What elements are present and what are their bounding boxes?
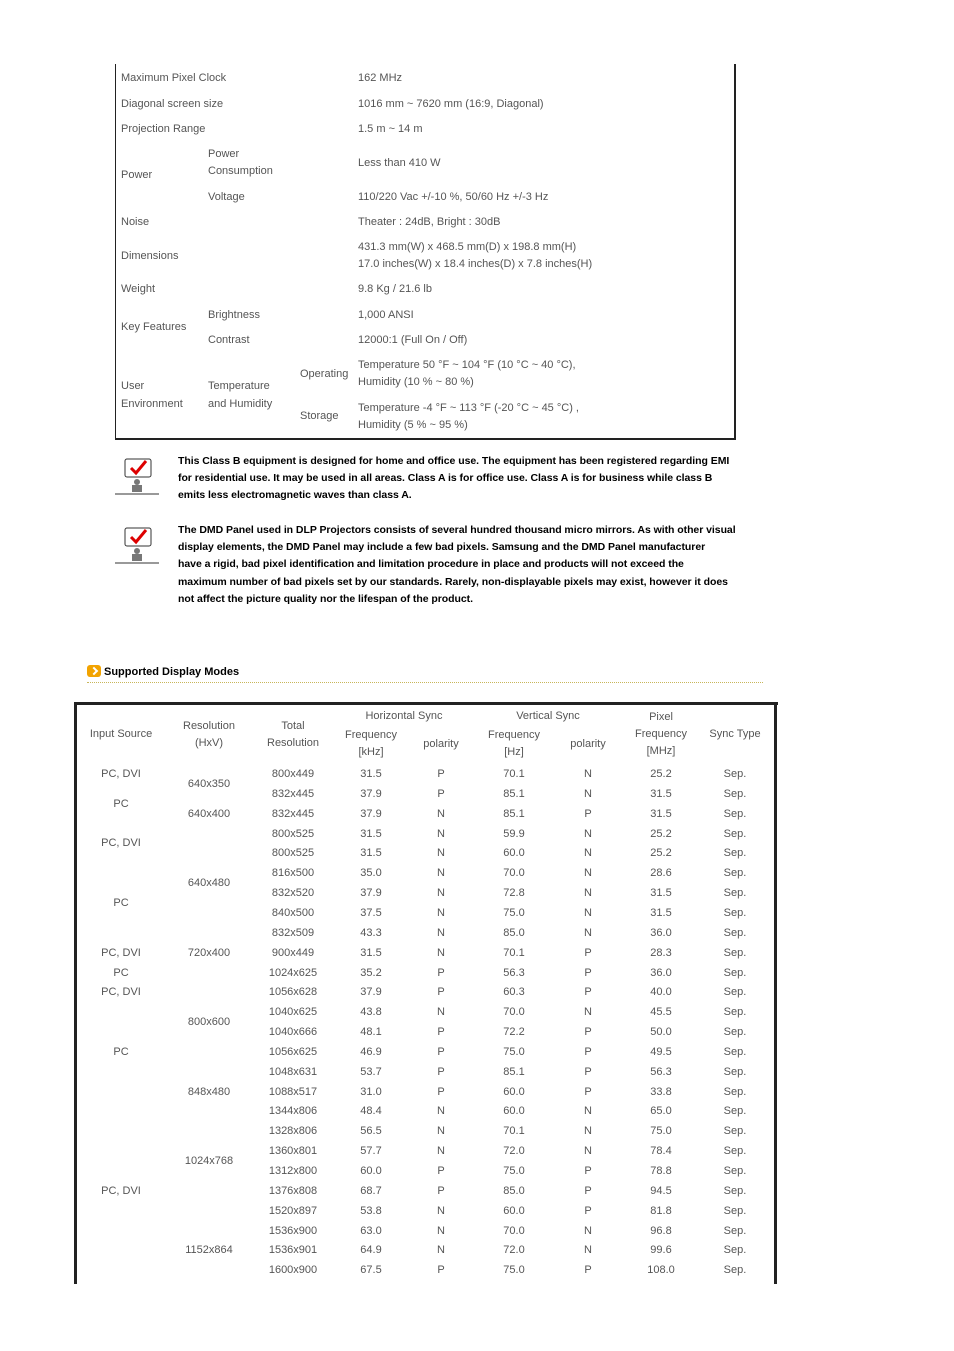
h-frequency-cell: 37.5: [360, 907, 382, 919]
note-emi: [115, 457, 745, 517]
h-polarity-cell: P: [437, 1046, 445, 1058]
h-polarity-cell: N: [437, 1125, 445, 1137]
v-polarity-cell: P: [584, 986, 592, 998]
sync-type-cell: Sep.: [723, 1066, 747, 1078]
header-resolution: Resolution: [183, 720, 235, 732]
total-resolution-cell: 1520x897: [268, 1205, 318, 1217]
v-polarity-cell: P: [584, 1026, 592, 1038]
v-frequency-cell: 85.1: [503, 788, 525, 800]
spec-value: 1.5 m ~ 14 m: [358, 123, 423, 135]
note-line: The DMD Panel used in DLP Projectors consists of several hundred thousand micro mirrors. As with other visual: [178, 524, 736, 536]
v-frequency-cell: 85.1: [503, 1066, 525, 1078]
v-frequency-cell: 72.8: [503, 887, 525, 899]
input-source-cell: PC, DVI: [101, 837, 141, 849]
total-resolution-cell: 840x500: [271, 907, 315, 919]
v-frequency-cell: 60.0: [503, 847, 525, 859]
spec-sublabel: Operating: [300, 368, 349, 380]
table-border-right: [734, 64, 736, 440]
v-polarity-cell: N: [584, 927, 592, 939]
total-resolution-cell: 832x445: [271, 808, 315, 820]
table-border-top: [74, 702, 778, 705]
pixel-frequency-cell: 99.6: [650, 1244, 672, 1256]
sync-type-cell: Sep.: [723, 1145, 747, 1157]
v-polarity-cell: P: [584, 1205, 592, 1217]
total-resolution-cell: 832x520: [271, 887, 315, 899]
pixel-frequency-cell: 49.5: [650, 1046, 672, 1058]
sync-type-cell: Sep.: [723, 1264, 747, 1276]
spec-label: Key Features: [121, 321, 187, 333]
pixel-frequency-cell: 45.5: [650, 1006, 672, 1018]
h-polarity-cell: N: [437, 1205, 445, 1217]
h-polarity-cell: N: [437, 1006, 445, 1018]
input-source-cell: PC, DVI: [101, 947, 141, 959]
spec-value: Humidity (10 % ~ 80 %): [358, 376, 474, 388]
h-polarity-cell: N: [437, 828, 445, 840]
spec-value: 12000:1 (Full On / Off): [358, 334, 468, 346]
h-frequency-cell: 56.5: [360, 1125, 382, 1137]
header-total-resolution: Resolution: [267, 737, 319, 749]
table-border-bottom: [115, 438, 736, 440]
spec-sublabel: Storage: [300, 410, 339, 422]
v-polarity-cell: N: [584, 768, 592, 780]
sync-type-cell: Sep.: [723, 986, 747, 998]
sync-type-cell: Sep.: [723, 847, 747, 859]
resolution-cell: 640x400: [187, 808, 231, 820]
h-frequency-cell: 48.4: [360, 1105, 382, 1117]
pixel-frequency-cell: 25.2: [650, 828, 672, 840]
note-line: display elements, the DMD Panel may include a few bad pixels. Samsung and the DMD Panel manufacturer: [178, 541, 706, 554]
pixel-frequency-cell: 31.5: [650, 887, 672, 899]
resolution-cell: 640x480: [187, 877, 231, 889]
v-frequency-cell: 72.0: [503, 1244, 525, 1256]
v-frequency-cell: 72.2: [503, 1026, 525, 1038]
spec-value: 17.0 inches(W) x 18.4 inches(D) x 7.8 inches(H): [358, 258, 593, 270]
spec-label: Power: [121, 169, 153, 181]
resolution-cell: 1152x864: [185, 1244, 233, 1256]
total-resolution-cell: 1056x625: [268, 1046, 318, 1058]
section-header: [87, 664, 763, 684]
h-frequency-cell: 37.9: [360, 887, 382, 899]
v-polarity-cell: N: [584, 1006, 592, 1018]
h-frequency-cell: 35.0: [360, 867, 382, 879]
total-resolution-cell: 1536x901: [268, 1244, 318, 1256]
input-source-cell: PC, DVI: [101, 986, 141, 998]
note-line: This Class B equipment is designed for home and office use. The equipment has been registered regarding EMI: [178, 455, 730, 467]
spec-sublabel: Voltage: [208, 191, 245, 203]
sync-type-cell: Sep.: [723, 1086, 747, 1098]
input-source-cell: PC, DVI: [101, 1185, 141, 1197]
h-polarity-cell: N: [437, 927, 445, 939]
v-polarity-cell: N: [584, 1225, 592, 1237]
total-resolution-cell: 1048x631: [268, 1066, 318, 1078]
h-polarity-cell: P: [437, 1264, 445, 1276]
spec-sublabel: Consumption: [208, 165, 273, 177]
pixel-frequency-cell: 31.5: [650, 907, 672, 919]
v-polarity-cell: P: [584, 1264, 592, 1276]
v-frequency-cell: 60.0: [503, 1205, 525, 1217]
spec-value: Humidity (5 % ~ 95 %): [358, 419, 468, 431]
header-sync-type: Sync Type: [709, 728, 761, 740]
header-horizontal-sync: Horizontal Sync: [365, 710, 443, 722]
header-pixel: Pixel: [649, 711, 673, 723]
display-modes-table: [74, 702, 778, 1284]
h-polarity-cell: N: [437, 808, 445, 820]
pixel-frequency-cell: 75.0: [650, 1125, 672, 1137]
v-polarity-cell: P: [584, 1185, 592, 1197]
h-frequency-cell: 35.2: [360, 967, 382, 979]
v-polarity-cell: P: [584, 1066, 592, 1078]
h-frequency-cell: 48.1: [360, 1026, 382, 1038]
header-resolution: (HxV): [194, 737, 224, 749]
v-polarity-cell: P: [584, 1086, 592, 1098]
v-polarity-cell: N: [584, 1105, 592, 1117]
spec-value: 1,000 ANSI: [358, 309, 414, 321]
total-resolution-cell: 1600x900: [268, 1264, 318, 1276]
sync-type-cell: Sep.: [723, 1185, 747, 1197]
h-polarity-cell: N: [437, 847, 445, 859]
spec-sublabel: Brightness: [208, 309, 260, 321]
input-source-cell: PC: [113, 1046, 129, 1058]
pixel-frequency-cell: 36.0: [650, 967, 672, 979]
v-polarity-cell: N: [584, 867, 592, 879]
header-pixel-frequency: Frequency: [635, 728, 687, 740]
dotted-divider: [87, 682, 763, 683]
total-resolution-cell: 1360x801: [268, 1145, 318, 1157]
h-frequency-cell: 31.5: [360, 947, 382, 959]
specifications-table: [115, 64, 736, 440]
checkmark-note-icon: [115, 457, 159, 495]
total-resolution-cell: 816x500: [271, 867, 315, 879]
h-frequency-cell: 43.3: [360, 927, 382, 939]
h-polarity-cell: N: [437, 867, 445, 879]
spec-label: Environment: [121, 398, 183, 410]
v-frequency-cell: 70.1: [503, 947, 525, 959]
pixel-frequency-cell: 108.0: [647, 1264, 675, 1276]
header-vertical-sync: Vertical Sync: [516, 710, 580, 722]
spec-value: 431.3 mm(W) x 468.5 mm(D) x 198.8 mm(H): [358, 241, 577, 253]
spec-value: Theater : 24dB, Bright : 30dB: [358, 216, 501, 228]
v-frequency-cell: 60.0: [503, 1086, 525, 1098]
h-frequency-cell: 31.5: [360, 768, 382, 780]
input-source-cell: PC, DVI: [101, 768, 141, 780]
v-frequency-cell: 59.9: [503, 828, 525, 840]
spec-sublabel: Temperature: [208, 380, 270, 392]
header-h-unit: [kHz]: [358, 746, 384, 758]
h-polarity-cell: N: [437, 1105, 445, 1117]
sync-type-cell: Sep.: [723, 967, 747, 979]
pixel-frequency-cell: 28.3: [650, 947, 672, 959]
total-resolution-cell: 800x525: [271, 847, 315, 859]
sync-type-cell: Sep.: [723, 867, 747, 879]
sync-type-cell: Sep.: [723, 887, 747, 899]
sync-type-cell: Sep.: [723, 1225, 747, 1237]
sync-type-cell: Sep.: [723, 947, 747, 959]
v-polarity-cell: N: [584, 887, 592, 899]
h-polarity-cell: N: [437, 887, 445, 899]
v-frequency-cell: 85.1: [503, 808, 525, 820]
total-resolution-cell: 1328x806: [268, 1125, 318, 1137]
sync-type-cell: Sep.: [723, 907, 747, 919]
h-polarity-cell: N: [437, 907, 445, 919]
h-polarity-cell: P: [437, 967, 445, 979]
header-input-source: Input Source: [89, 728, 153, 740]
v-polarity-cell: P: [584, 1165, 592, 1177]
spec-value: Temperature -4 °F ~ 113 °F (-20 °C ~ 45 °C) ,: [358, 402, 579, 414]
sync-type-cell: Sep.: [723, 1244, 747, 1256]
header-h-frequency: Frequency: [345, 729, 397, 741]
spec-label: Noise: [121, 216, 150, 228]
spec-label: Projection Range: [121, 123, 206, 135]
table-border-right: [774, 702, 777, 1284]
header-v-unit: [Hz]: [504, 746, 524, 758]
v-polarity-cell: N: [584, 1125, 592, 1137]
sync-type-cell: Sep.: [723, 1125, 747, 1137]
v-polarity-cell: N: [584, 828, 592, 840]
v-polarity-cell: P: [584, 1046, 592, 1058]
header-total-resolution: Total: [281, 720, 305, 732]
pixel-frequency-cell: 94.5: [650, 1185, 672, 1197]
sync-type-cell: Sep.: [723, 788, 747, 800]
total-resolution-cell: 1056x628: [268, 986, 318, 998]
total-resolution-cell: 832x509: [271, 927, 315, 939]
pixel-frequency-cell: 36.0: [650, 927, 672, 939]
v-frequency-cell: 75.0: [503, 907, 525, 919]
sync-type-cell: Sep.: [723, 1165, 747, 1177]
resolution-cell: 720x400: [187, 947, 231, 959]
sync-type-cell: Sep.: [723, 768, 747, 780]
pixel-frequency-cell: 78.8: [650, 1165, 672, 1177]
h-polarity-cell: N: [437, 947, 445, 959]
h-frequency-cell: 68.7: [360, 1185, 382, 1197]
note-line: maximum number of bad pixels set by our standards. Rarely, non-displayable pixels may exist, however it does: [178, 575, 728, 588]
h-frequency-cell: 53.7: [360, 1066, 382, 1078]
pixel-frequency-cell: 56.3: [650, 1066, 672, 1078]
note-line: have a rigid, bad pixel identification and limitation procedure in place and products will not exceed the: [178, 558, 684, 571]
v-frequency-cell: 60.0: [503, 1105, 525, 1117]
v-polarity-cell: P: [584, 947, 592, 959]
spec-label: Diagonal screen size: [121, 98, 224, 110]
spec-label: Maximum Pixel Clock: [121, 72, 227, 84]
v-frequency-cell: 70.1: [503, 768, 525, 780]
pixel-frequency-cell: 96.8: [650, 1225, 672, 1237]
header-h-polarity: polarity: [423, 738, 459, 750]
h-polarity-cell: P: [437, 788, 445, 800]
sync-type-cell: Sep.: [723, 927, 747, 939]
input-source-cell: PC: [113, 798, 129, 810]
header-v-frequency: Frequency: [488, 729, 540, 741]
total-resolution-cell: 1040x666: [268, 1026, 318, 1038]
sync-type-cell: Sep.: [723, 808, 747, 820]
note-line: not affect the picture quality nor the lifespan of the product.: [178, 592, 473, 605]
h-frequency-cell: 37.9: [360, 788, 382, 800]
h-frequency-cell: 53.8: [360, 1205, 382, 1217]
v-frequency-cell: 70.0: [503, 1225, 525, 1237]
h-polarity-cell: N: [437, 1225, 445, 1237]
input-source-cell: PC: [113, 967, 129, 979]
note-dmd: [115, 526, 745, 616]
h-frequency-cell: 31.5: [360, 828, 382, 840]
header-pixel-unit: [MHz]: [646, 745, 676, 757]
sync-type-cell: Sep.: [723, 1006, 747, 1018]
spec-label: User: [121, 380, 145, 392]
total-resolution-cell: 1312x800: [268, 1165, 318, 1177]
v-frequency-cell: 75.0: [503, 1046, 525, 1058]
h-frequency-cell: 64.9: [360, 1244, 382, 1256]
h-frequency-cell: 63.0: [360, 1225, 382, 1237]
v-polarity-cell: N: [584, 788, 592, 800]
h-frequency-cell: 37.9: [360, 808, 382, 820]
v-frequency-cell: 56.3: [503, 967, 525, 979]
v-polarity-cell: P: [584, 967, 592, 979]
spec-sublabel: Power: [208, 148, 240, 160]
v-polarity-cell: P: [584, 808, 592, 820]
v-polarity-cell: N: [584, 1145, 592, 1157]
sync-type-cell: Sep.: [723, 1026, 747, 1038]
v-frequency-cell: 70.0: [503, 867, 525, 879]
h-frequency-cell: 37.9: [360, 986, 382, 998]
h-frequency-cell: 67.5: [360, 1264, 382, 1276]
h-polarity-cell: N: [437, 1244, 445, 1256]
spec-value: Temperature 50 °F ~ 104 °F (10 °C ~ 40 °C),: [358, 359, 576, 371]
v-frequency-cell: 85.0: [503, 927, 525, 939]
pixel-frequency-cell: 65.0: [650, 1105, 672, 1117]
h-frequency-cell: 60.0: [360, 1165, 382, 1177]
h-frequency-cell: 43.8: [360, 1006, 382, 1018]
pixel-frequency-cell: 25.2: [650, 768, 672, 780]
resolution-cell: 640x350: [187, 778, 231, 790]
spec-sublabel: Contrast: [208, 334, 250, 346]
h-frequency-cell: 57.7: [360, 1145, 382, 1157]
header-v-polarity: polarity: [570, 738, 606, 750]
spec-value: 162 MHz: [358, 72, 403, 84]
sync-type-cell: Sep.: [723, 1205, 747, 1217]
h-polarity-cell: P: [437, 1066, 445, 1078]
note-line: for residential use. It may be used in all areas. Class A is for office use. Class A is for business while class B: [178, 472, 713, 485]
spec-value: 9.8 Kg / 21.6 lb: [358, 283, 432, 295]
pixel-frequency-cell: 25.2: [650, 847, 672, 859]
h-polarity-cell: P: [437, 1165, 445, 1177]
total-resolution-cell: 1088x517: [268, 1086, 318, 1098]
total-resolution-cell: 1536x900: [268, 1225, 318, 1237]
pixel-frequency-cell: 31.5: [650, 788, 672, 800]
pixel-frequency-cell: 40.0: [650, 986, 672, 998]
pixel-frequency-cell: 50.0: [650, 1026, 672, 1038]
h-polarity-cell: P: [437, 768, 445, 780]
total-resolution-cell: 800x525: [271, 828, 315, 840]
spec-value: 1016 mm ~ 7620 mm (16:9, Diagonal): [358, 98, 544, 110]
h-polarity-cell: P: [437, 1185, 445, 1197]
chevron-right-icon: [87, 665, 101, 677]
v-polarity-cell: N: [584, 907, 592, 919]
resolution-cell: 1024x768: [184, 1155, 234, 1167]
v-frequency-cell: 85.0: [503, 1185, 525, 1197]
spec-value: Less than 410 W: [358, 157, 441, 169]
total-resolution-cell: 1040x625: [268, 1006, 318, 1018]
v-polarity-cell: N: [584, 847, 592, 859]
sync-type-cell: Sep.: [723, 828, 747, 840]
total-resolution-cell: 1344x806: [268, 1105, 318, 1117]
total-resolution-cell: 1024x625: [268, 967, 318, 979]
table-border-left: [115, 64, 116, 440]
spec-value: 110/220 Vac +/-10 %, 50/60 Hz +/-3 Hz: [358, 191, 549, 203]
sync-type-cell: Sep.: [723, 1046, 747, 1058]
h-frequency-cell: 31.5: [360, 847, 382, 859]
total-resolution-cell: 900x449: [271, 947, 315, 959]
resolution-cell: 848x480: [187, 1086, 231, 1098]
v-frequency-cell: 70.1: [503, 1125, 525, 1137]
total-resolution-cell: 800x449: [271, 768, 315, 780]
pixel-frequency-cell: 33.8: [650, 1086, 672, 1098]
pixel-frequency-cell: 81.8: [650, 1205, 672, 1217]
spec-label: Dimensions: [121, 250, 179, 262]
total-resolution-cell: 832x445: [271, 788, 315, 800]
note-line: emits less electromagnetic waves than class A.: [178, 489, 412, 502]
h-polarity-cell: P: [437, 986, 445, 998]
resolution-cell: 800x600: [187, 1016, 231, 1028]
sync-type-cell: Sep.: [723, 1105, 747, 1117]
section-title: Supported Display Modes: [104, 666, 240, 678]
h-frequency-cell: 46.9: [360, 1046, 382, 1058]
v-frequency-cell: 60.3: [503, 986, 525, 998]
spec-sublabel: and Humidity: [208, 398, 273, 410]
v-frequency-cell: 75.0: [503, 1165, 525, 1177]
pixel-frequency-cell: 78.4: [650, 1145, 672, 1157]
pixel-frequency-cell: 28.6: [650, 867, 672, 879]
total-resolution-cell: 1376x808: [268, 1185, 318, 1197]
v-frequency-cell: 72.0: [503, 1145, 525, 1157]
h-frequency-cell: 31.0: [360, 1086, 382, 1098]
input-source-cell: PC: [113, 897, 129, 909]
v-frequency-cell: 70.0: [503, 1006, 525, 1018]
v-polarity-cell: N: [584, 1244, 592, 1256]
pixel-frequency-cell: 31.5: [650, 808, 672, 820]
spec-label: Weight: [121, 283, 156, 295]
h-polarity-cell: P: [437, 1026, 445, 1038]
checkmark-note-icon: [115, 526, 159, 564]
h-polarity-cell: P: [437, 1086, 445, 1098]
v-frequency-cell: 75.0: [503, 1264, 525, 1276]
h-polarity-cell: N: [437, 1145, 445, 1157]
